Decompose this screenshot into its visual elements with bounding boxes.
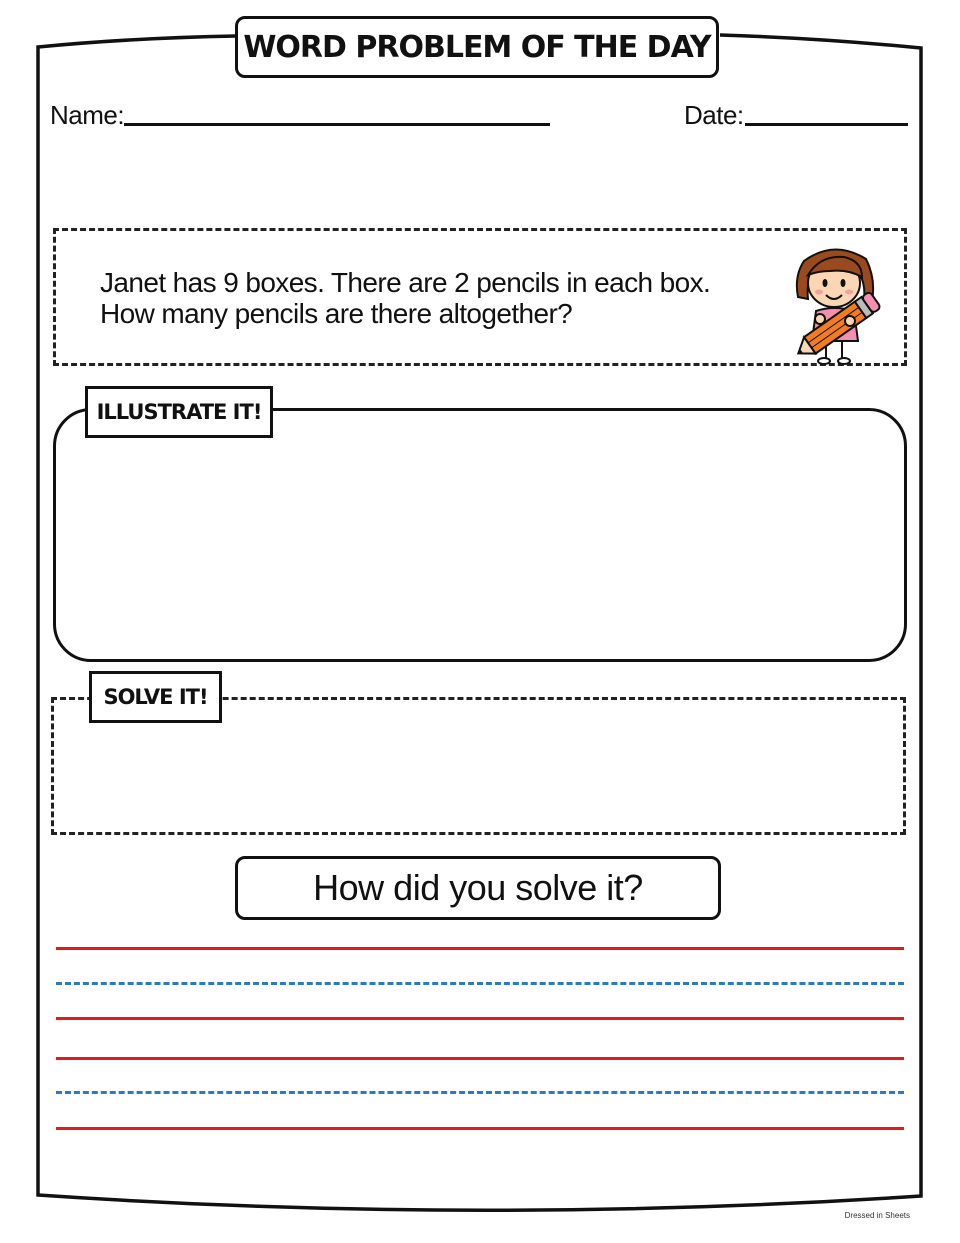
problem-text xyxy=(100,267,780,329)
problem-box xyxy=(53,228,907,366)
illustrate-area[interactable] xyxy=(53,408,907,662)
name-line[interactable] xyxy=(124,123,550,126)
problem-line-2: How many pencils are there altogether? xyxy=(100,298,573,329)
writing-line-base xyxy=(56,1017,904,1020)
name-label: Name: xyxy=(50,100,125,130)
writing-line-top xyxy=(56,1057,904,1060)
date-label: Date: xyxy=(684,100,744,130)
writing-line-mid xyxy=(56,1091,904,1094)
footer-credit: Dressed in Sheets xyxy=(844,1211,910,1220)
writing-line-mid xyxy=(56,982,904,985)
page-title: WORD PROBLEM OF THE DAY xyxy=(235,16,719,78)
date-line[interactable] xyxy=(745,123,908,126)
solve-label: SOLVE IT! xyxy=(89,671,222,723)
explain-prompt: How did you solve it? xyxy=(235,856,721,920)
girl-holding-pencil-icon xyxy=(784,241,884,366)
writing-line-base xyxy=(56,1127,904,1130)
illustrate-label: ILLUSTRATE IT! xyxy=(85,386,273,438)
problem-line-1: Janet has 9 boxes. There are 2 pencils in each box. xyxy=(100,267,711,298)
writing-line-top xyxy=(56,947,904,950)
